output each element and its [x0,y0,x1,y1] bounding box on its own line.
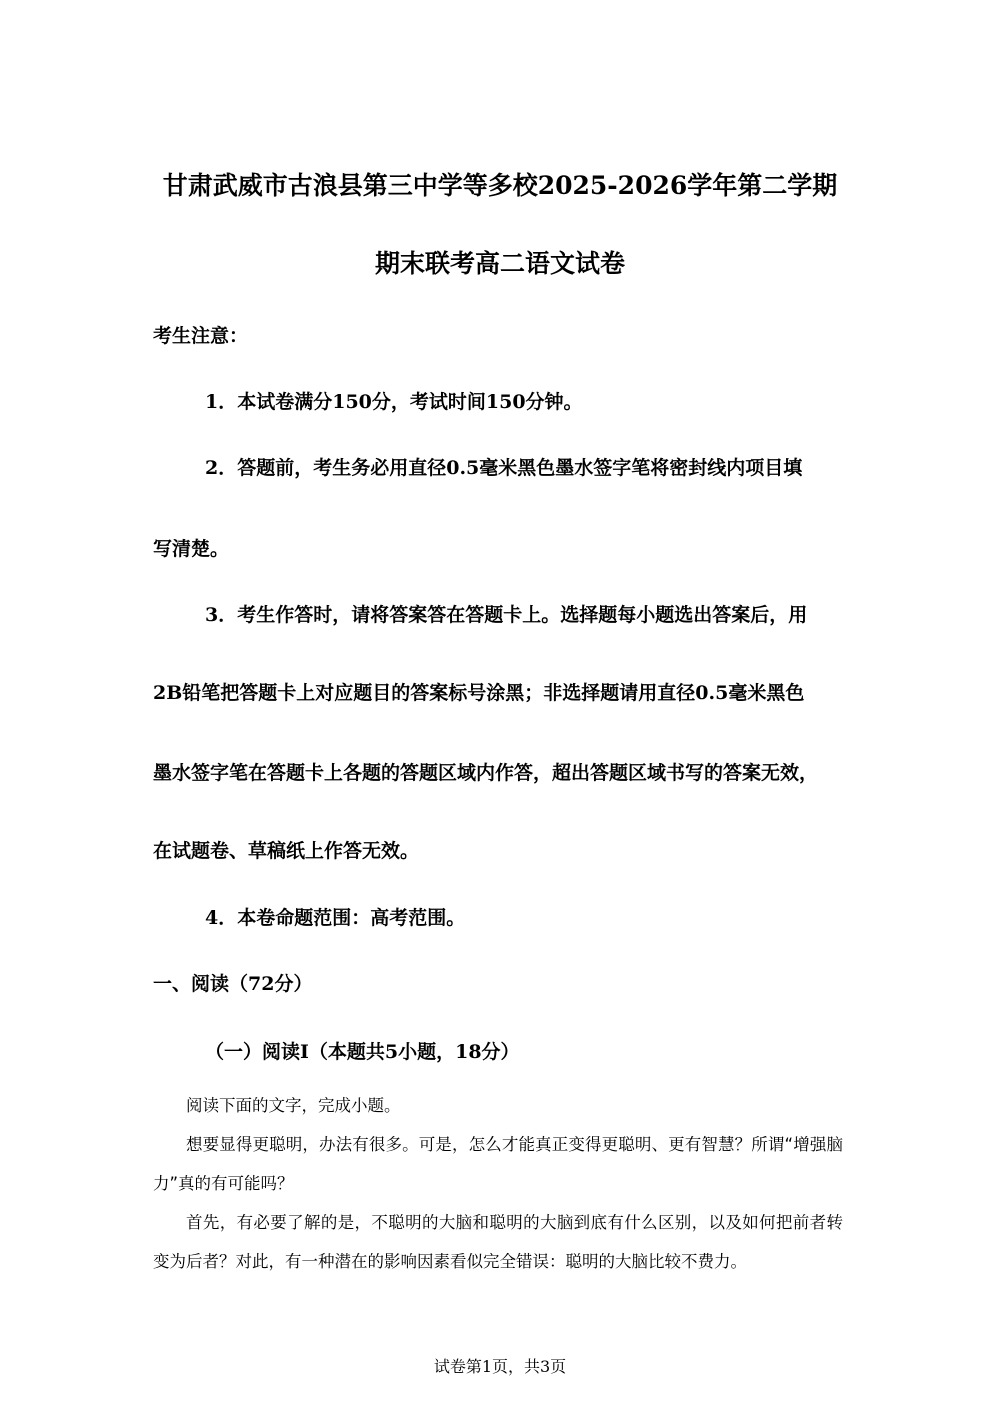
notice-item-4: 4．本卷命题范围：高考范围。 [205,907,466,929]
notice-item-3-line-2: 2B铅笔把答题卡上对应题目的答案标号涂黑；非选择题请用直径0.5毫米黑色 [153,682,805,704]
notice-heading: 考生注意： [153,325,249,347]
reading-paragraph-2: 首先，有必要了解的是，不聪明的大脑和聪明的大脑到底有什么区别，以及如何把前者转变为后者？对此，有一种潜在的影响因素看似完全错误：聪明的大脑比较不费力。 [153,1213,843,1271]
notice-item-3-line-3: 墨水签字笔在答题卡上各题的答题区域内作答，超出答题区域书写的答案无效， [153,762,819,784]
notice-item-2-line-2: 写清楚。 [153,538,230,560]
notice-item-3-line-4: 在试题卷、草稿纸上作答无效。 [153,840,420,862]
reading-instruction: 阅读下面的文字，完成小题。 [186,1096,401,1115]
section-heading: 一、阅读（72分） [153,973,313,995]
subsection-heading: （一）阅读Ⅰ（本题共5小题，18分） [205,1041,520,1063]
notice-item-2-line-1: 2．答题前，考生务必用直径0.5毫米黑色墨水签字笔将密封线内项目填 [205,457,803,479]
notice-item-1: 1．本试卷满分150分，考试时间150分钟。 [205,391,583,413]
notice-item-3-line-1: 3．考生作答时，请将答案答在答题卡上。选择题每小题选出答案后，用 [205,604,808,626]
page-footer: 试卷第1页，共3页 [433,1357,567,1376]
exam-title-line-1: 甘肃武威市古浪县第三中学等多校2025-2026学年第二学期 [162,171,838,200]
reading-paragraph-1: 想要显得更聪明，办法有很多。可是，怎么才能真正变得更聪明、更有智慧？所谓“增强脑力”真的有可能吗？ [153,1135,843,1193]
exam-title-line-2: 期末联考高二语文试卷 [374,249,625,278]
